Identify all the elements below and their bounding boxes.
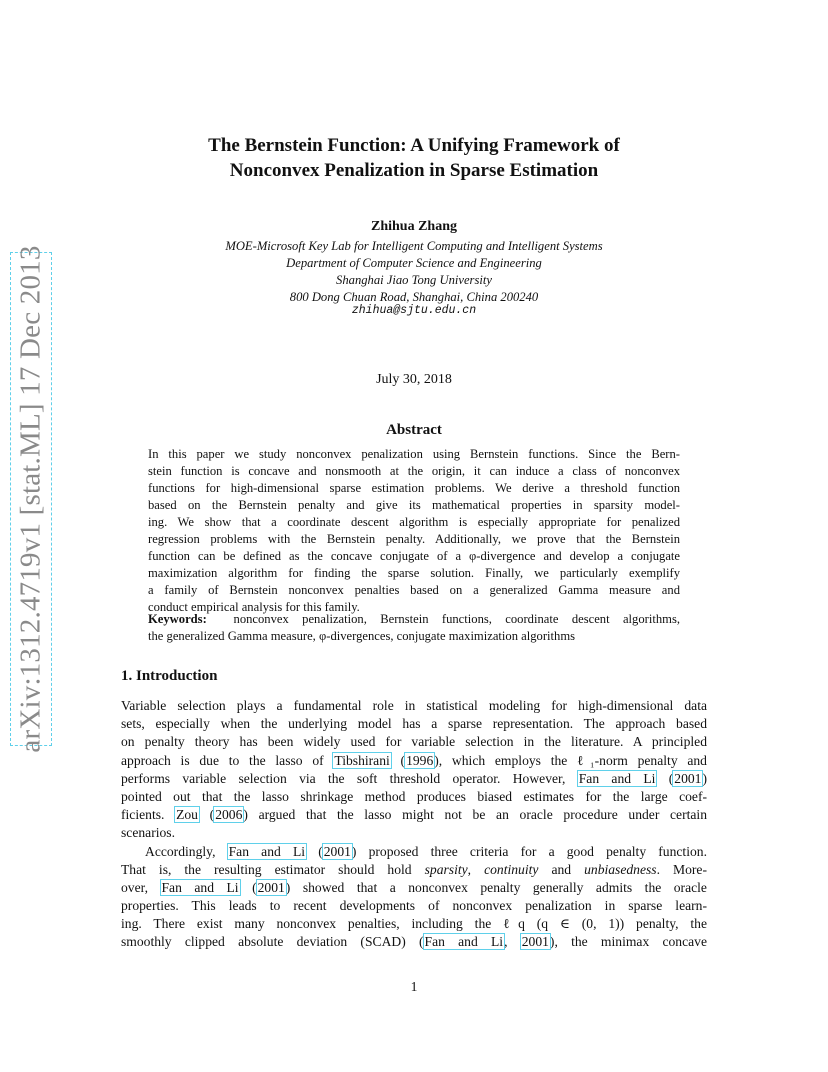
citation-link-2001[interactable]: 2001 — [323, 843, 351, 859]
body-line — [121, 806, 707, 824]
text-run: ) argued that the lasso might not be an oracle procedure under certain — [243, 807, 707, 823]
arxiv-side-stamp[interactable] — [10, 245, 52, 753]
keywords — [148, 611, 680, 645]
citation-link-2001[interactable]: 2001 — [257, 879, 285, 895]
text-run: . More- — [656, 861, 707, 877]
citation-link-fan-li[interactable]: Fan and Li — [578, 770, 656, 786]
body-line: ing. There exist many nonconvex penalties, including the ℓq (q ∈ (0, 1)) penalty, the — [121, 916, 707, 932]
abstract-line: ing. We show that a coordinate descent algorithm is especially appropriate for penalized — [148, 515, 680, 529]
citation-link-fan-li[interactable]: Fan and Li — [228, 843, 306, 859]
text-run: smoothly clipped absolute deviation (SCAD) ( — [121, 934, 424, 950]
text-run: approach is due to the lasso of — [121, 752, 334, 768]
abstract-line: regression problems with the Bernstein penalty. Additionally, we prove that the Bernstein — [148, 532, 680, 546]
author-affiliation — [120, 238, 708, 306]
section-heading-introduction: 1. Introduction — [121, 668, 218, 684]
body-line: sets, especially when the underlying model has a sparse representation. The approach based — [121, 716, 707, 732]
abstract-line: conduct empirical analysis for this family. — [148, 600, 360, 614]
arxiv-identifier[interactable]: arXiv:1312.4719v1 [stat.ML] 17 Dec 2013 — [14, 245, 47, 753]
text-run: ( — [306, 843, 323, 859]
citation-link-2001[interactable]: 2001 — [674, 770, 702, 786]
text-run: ) showed that a nonconvex penalty generally admits the oracle — [285, 879, 707, 895]
body-line: properties. This leads to recent developments of nonconvex penalization in sparse learn- — [121, 898, 707, 914]
text-run: ( — [390, 752, 406, 768]
title-line: The Bernstein Function: A Unifying Framework of — [208, 135, 620, 156]
abstract-body — [148, 446, 680, 616]
emphasis-unbiasedness: unbiasedness — [584, 861, 657, 877]
text-run: ( — [656, 770, 674, 786]
page-number: 1 — [410, 979, 418, 994]
author-email: zhihua@sjtu.edu.cn — [351, 304, 477, 317]
citation-link-2001[interactable]: 2001 — [521, 934, 549, 950]
affiliation-line: 800 Dong Chuan Road, Shanghai, China 200240 — [289, 290, 539, 304]
citation-link-tibshirani[interactable]: Tibshirani — [334, 752, 390, 768]
body-line: scenarios. — [121, 825, 175, 841]
emphasis-continuity: continuity — [484, 861, 539, 877]
text-run: , — [504, 934, 521, 950]
body-line: pointed out that the lasso shrinkage method produces biased estimates for the large coef- — [121, 788, 707, 804]
abstract-heading: Abstract — [386, 422, 442, 438]
text-run: ), the minimax concave — [549, 934, 708, 950]
abstract-line: function can be defined as the concave conjugate of a φ-divergence and develop a conjugate — [148, 549, 680, 563]
text-run: ) — [702, 770, 707, 786]
citation-link-fan-li[interactable]: Fan and Li — [424, 934, 504, 950]
text-run: over, — [121, 879, 161, 895]
author-name: Zhihua Zhang — [371, 219, 457, 234]
text-run: ( — [239, 879, 257, 895]
text-run: ), which employs the ℓ₁-norm penalty and — [434, 752, 707, 768]
body-line: Variable selection plays a fundamental role in statistical modeling for high-dimensional data — [121, 698, 707, 713]
body-line — [121, 770, 707, 788]
text-run: , — [467, 861, 485, 877]
text-run: performs variable selection via the soft threshold operator. However, — [121, 770, 578, 786]
body-line: on penalty theory has been widely used for variable selection in the literature. A principled — [121, 734, 707, 750]
abstract-line: a family of Bernstein nonconvex penalties based on a generalized Gamma measure and — [148, 583, 680, 597]
citation-link-fan-li[interactable]: Fan and Li — [161, 879, 239, 895]
body-line — [121, 752, 707, 770]
affiliation-line: Department of Computer Science and Engineering — [286, 256, 542, 270]
emphasis-sparsity: sparsity — [424, 861, 468, 877]
body-line — [121, 879, 707, 897]
introduction-body — [121, 697, 707, 952]
keywords-line: the generalized Gamma measure, φ-divergences, conjugate maximization algorithms — [148, 629, 576, 643]
title-line: Nonconvex Penalization in Sparse Estimation — [229, 160, 599, 181]
affiliation-line: MOE-Microsoft Key Lab for Intelligent Computing and Intelligent Systems — [225, 239, 603, 253]
abstract-line: maximization algorithm for finding the sparse solution. Finally, we particularly exemplify — [148, 566, 680, 580]
body-line — [121, 861, 707, 879]
text-run: That is, the resulting estimator should hold — [121, 861, 425, 877]
keywords-label: Keywords: — [148, 612, 207, 626]
paper-title — [120, 133, 708, 183]
keywords-line: nonconvex penalization, Bernstein functions, coordinate descent algorithms, — [233, 612, 680, 626]
citation-link-zou[interactable]: Zou — [176, 807, 198, 823]
affiliation-line: Shanghai Jiao Tong University — [336, 273, 492, 287]
text-run: ) proposed three criteria for a good penalty function. — [351, 843, 707, 859]
text-run: Accordingly, — [145, 843, 228, 859]
abstract-line: In this paper we study nonconvex penalization using Bernstein functions. Since the Bern- — [148, 447, 680, 461]
text-run: ficients. — [121, 807, 176, 823]
body-line — [121, 933, 707, 951]
paper-date: July 30, 2018 — [376, 372, 452, 387]
abstract-line: functions for high-dimensional sparse estimation problems. We derive a threshold function — [148, 481, 680, 495]
text-run: ( — [198, 807, 215, 823]
citation-link-1996[interactable]: 1996 — [406, 752, 434, 768]
abstract-line: based on the Bernstein penalty and give its mathematical properties in sparsity model- — [148, 498, 680, 512]
citation-link-2006[interactable]: 2006 — [215, 807, 243, 823]
abstract-line: stein function is concave and nonsmooth at the origin, it can induce a class of nonconvex — [148, 464, 680, 478]
text-run: and — [538, 861, 585, 877]
body-line — [121, 843, 707, 861]
